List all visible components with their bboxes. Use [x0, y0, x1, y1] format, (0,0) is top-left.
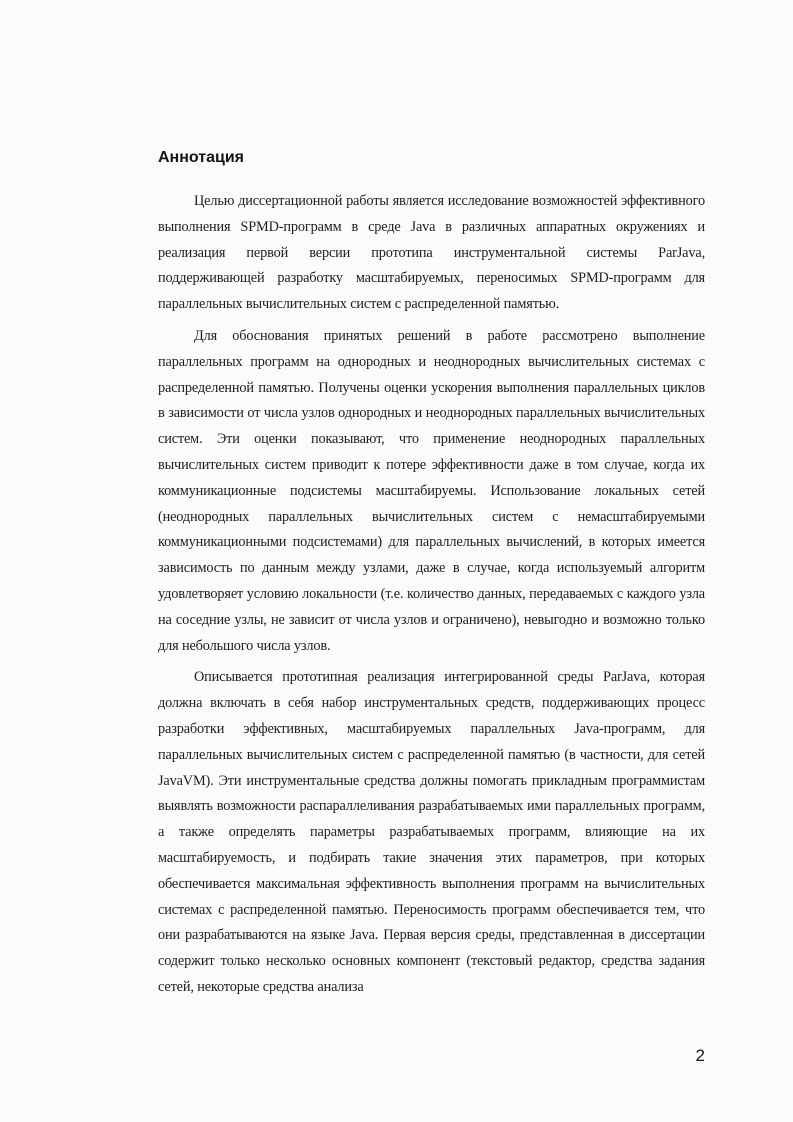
- page-number: 2: [695, 1046, 705, 1065]
- body-text: [158, 189, 705, 1007]
- paragraph-3: Описывается прототипная реализация интегрированной среды ParJava, которая должна включать в себя набор инструментальных средств, поддерживающих процесс разработки эффективных, масштабируемых параллельных Java-программ, для параллельных вычислительных систем с распределенной памятью (в частности, для сетей JavaVM). Эти инструментальные средства должны помогать прикладным программистам выявлять возможности распараллеливания разрабатываемых ими параллельных программ, а также определять параметры разрабатываемых программ, влияющие на их масштабируемость, и подбирать такие значения этих параметров, при которых обеспечивается максимальная эффективность выполнения программ на вычислительных системах с распределенной памятью. Переносимость программ обеспечивается тем, что они разрабатываются на языке Java. Первая версия среды, представленная в диссертации содержит только несколько основных компонент (текстовый редактор, средства задания сетей, некоторые средства анализа: [158, 669, 705, 995]
- paragraph-2: Для обоснования принятых решений в работе рассмотрено выполнение параллельных программ на однородных и неоднородных вычислительных системах с распределенной памятью. Получены оценки ускорения выполнения параллельных циклов в зависимости от числа узлов однородных и неоднородных параллельных вычислительных систем. Эти оценки показывают, что применение неоднородных параллельных вычислительных систем приводит к потере эффективности даже в том случае, когда их коммуникационные подсистемы масштабируемы. Использование локальных сетей (неоднородных параллельных вычислительных систем с немасштабируемыми коммуникационными подсистемами) для параллельных вычислений, в которых имеется зависимость по данным между узлами, даже в случае, когда используемый алгоритм удовлетворяет условию локальности (т.е. количество данных, передаваемых с каждого узла на соседние узлы, не зависит от числа узлов и ограничено), невыгодно и возможно только для небольшого числа узлов.: [158, 327, 705, 654]
- page-title: Аннотация: [158, 149, 244, 166]
- paragraph-1: Целью диссертационной работы является исследование возможностей эффективного выполнения SPMD-программ в среде Java в различных аппаратных окружениях и реализация первой версии прототипа инструментальной системы ParJava, поддерживающей разработку масштабируемых, переносимых SPMD-программ для параллельных вычислительных систем с распределенной памятью.: [158, 193, 705, 313]
